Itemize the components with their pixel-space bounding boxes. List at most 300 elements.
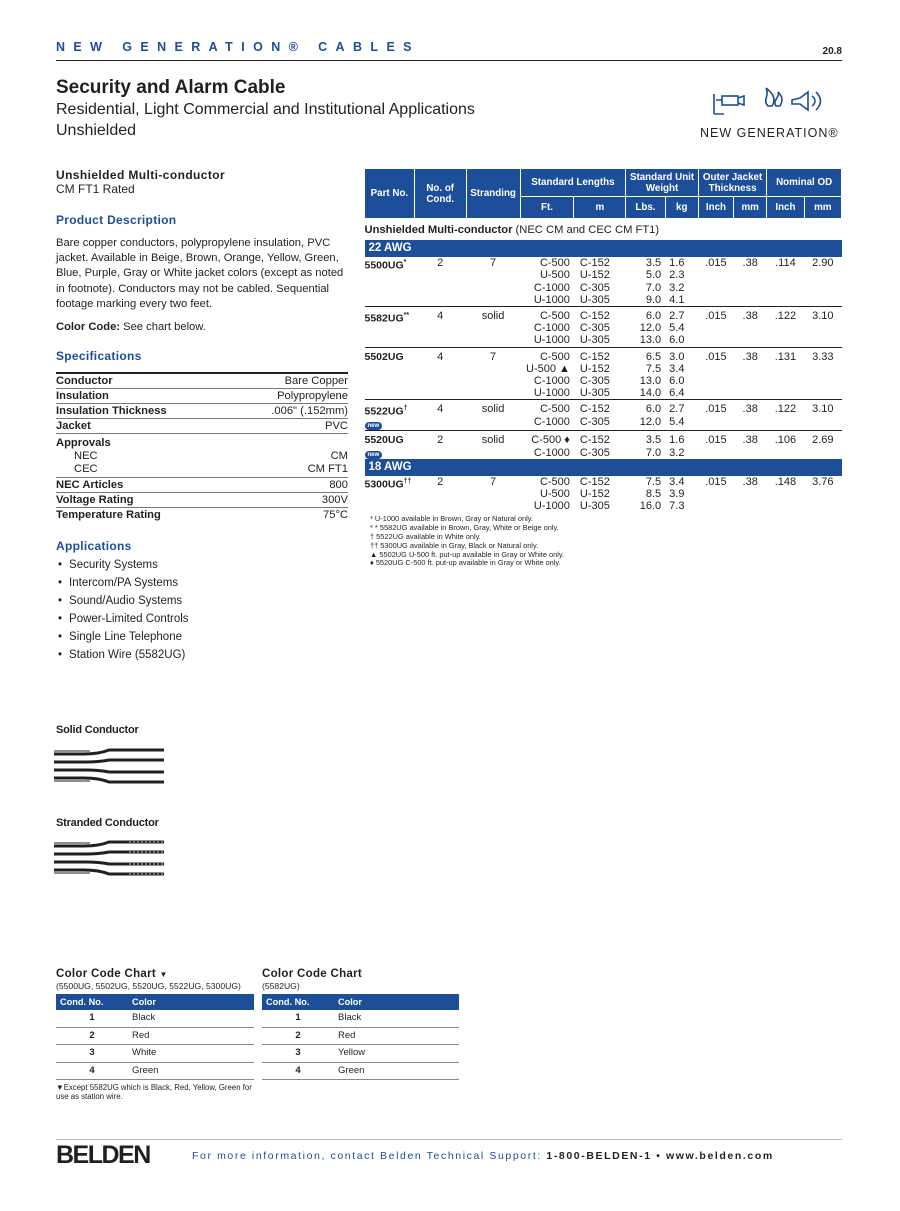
multi-value-cell — [520, 431, 574, 459]
jacket-inch-cell: .015 — [698, 307, 733, 348]
footnote: * * 5582UG available in Brown, Gray, White or Beige only. — [370, 523, 559, 533]
od-mm-cell: 3.10 — [804, 400, 841, 431]
cell-line: 3.4 — [669, 362, 685, 375]
color-code-note — [56, 320, 348, 335]
section-title-cell — [365, 219, 842, 241]
od-inch-cell: .114 — [775, 257, 796, 270]
cell-line: C-500 ♦ — [531, 434, 570, 447]
section-title: Unshielded Multi-conductor — [364, 224, 513, 236]
awg-row — [365, 240, 842, 257]
color-cell: Yellow — [334, 1045, 459, 1063]
od-inch-cell: .122 — [767, 307, 804, 348]
jacket-inch-cell: .015 — [705, 257, 727, 270]
multi-value-cell — [665, 400, 698, 431]
cell-line: U-305 — [579, 293, 610, 306]
cell-line: U-1000 — [533, 334, 570, 347]
cell-line: 8.5 — [645, 487, 662, 500]
multi-value-cell — [665, 431, 698, 459]
approval-nec-key: NEC — [74, 450, 98, 463]
table-row — [365, 257, 842, 306]
col-od-inch: Inch — [767, 197, 804, 219]
cell-line: 12.0 — [639, 415, 662, 428]
logo-icons — [700, 86, 850, 120]
cond-cell: 2 — [437, 257, 444, 270]
spec-row-jacket — [56, 419, 348, 434]
page-title: Security and Alarm Cable — [56, 77, 286, 98]
spec-row-conductor — [56, 373, 348, 389]
new-badge: new — [365, 451, 383, 459]
spec-key: Insulation Thickness — [56, 405, 167, 418]
color-table-row — [262, 1027, 459, 1045]
cell-line: C-152 — [579, 257, 610, 270]
spec-value: 75°C — [323, 509, 348, 522]
col-color: Color — [128, 994, 254, 1010]
multi-value-cell — [574, 431, 626, 459]
color-table-row — [262, 1045, 459, 1063]
col-std-lengths: Standard Lengths — [520, 169, 626, 197]
cell-line: 7.5 — [645, 362, 662, 375]
multi-value-cell — [626, 307, 665, 348]
jacket-inch-cell: .015 — [698, 347, 733, 400]
col-ft: Ft. — [520, 197, 574, 219]
color-code-label: Color Code: — [56, 321, 121, 334]
spec-key: Jacket — [56, 420, 91, 433]
color-table-row — [56, 1010, 254, 1027]
col-jacket-mm: mm — [734, 197, 767, 219]
stranding-cell: 7 — [490, 475, 497, 488]
jacket-mm-cell: .38 — [734, 347, 767, 400]
application-item: • Single Line Telephone — [56, 628, 348, 646]
cond-no-cell: 1 — [56, 1010, 128, 1027]
footnote: ♦ 5520UG C-500 ft. put-up available in Gray or White only. — [370, 558, 561, 568]
cond-no-cell: 4 — [262, 1062, 334, 1080]
color-code-text: See chart below. — [123, 321, 206, 334]
color-cell: Green — [334, 1062, 459, 1080]
section-note: (NEC CM and CEC CM FT1) — [515, 224, 660, 236]
cell-line: C-152 — [579, 310, 610, 323]
cell-line: C-1000 — [533, 446, 570, 459]
color-chart-title — [56, 968, 254, 980]
camera-icon — [722, 96, 738, 105]
speaker-icon — [792, 92, 808, 110]
cond-cell: 4 — [414, 347, 466, 400]
jacket-inch-cell: .015 — [698, 431, 733, 459]
col-jacket-inch: Inch — [698, 197, 733, 219]
color-table-body — [56, 1010, 254, 1080]
cell-line: C-152 — [579, 475, 610, 488]
col-lbs: Lbs. — [626, 197, 665, 219]
jacket-mm-cell: .38 — [742, 257, 758, 270]
description-heading: Product Description — [56, 213, 177, 227]
part-number-cell — [365, 476, 415, 513]
color-table-body — [262, 1010, 459, 1080]
table-row — [365, 307, 842, 348]
spec-key: Insulation — [56, 390, 109, 403]
stranding-cell: solid — [466, 307, 520, 348]
spec-key: Approvals — [56, 437, 111, 450]
color-chart-title: Color Code Chart — [262, 968, 362, 980]
cell-line: C-500 — [539, 350, 570, 363]
multi-value-cell — [520, 476, 574, 513]
multi-value-cell — [665, 476, 698, 513]
col-cond-no: Cond. No. — [262, 994, 334, 1010]
stranded-conductor-label: Stranded Conductor — [56, 817, 159, 829]
part-footnote-mark: * — [403, 259, 407, 267]
table-header-row — [365, 169, 842, 197]
od-mm-cell: 2.90 — [812, 257, 834, 270]
cell-line: 6.0 — [669, 375, 685, 388]
cell-line: U-500 ▲ — [526, 362, 570, 375]
color-table-row — [56, 1062, 254, 1080]
cell-line: U-1000 — [533, 500, 570, 513]
stranded-conductor-illustration — [54, 838, 170, 878]
color-cell: Red — [128, 1027, 254, 1045]
spec-value: .006" (.152mm) — [271, 405, 348, 418]
cond-cell: 4 — [414, 307, 466, 348]
cell-line: 13.0 — [639, 334, 662, 347]
col-kg: kg — [665, 197, 698, 219]
subtitle-line-2: Unshielded — [56, 122, 137, 139]
specifications-table — [56, 372, 348, 522]
product-rating: CM FT1 Rated — [56, 182, 135, 196]
od-mm-cell: 3.10 — [804, 307, 841, 348]
cell-line: 1.6 — [669, 257, 685, 270]
spec-row-thickness — [56, 404, 348, 419]
footnote: † 5522UG available in White only. — [370, 531, 481, 541]
cell-line: C-1000 — [533, 375, 570, 388]
multi-value-cell — [626, 431, 665, 459]
cell-line: 5.4 — [669, 322, 685, 335]
product-heading: Unshielded Multi-conductor — [56, 168, 226, 182]
approval-nec-value: CM — [330, 450, 348, 463]
jacket-mm-cell: .38 — [734, 400, 767, 431]
cond-no-cell: 2 — [56, 1027, 128, 1045]
jacket-inch-cell: .015 — [705, 475, 727, 488]
multi-value-cell — [520, 400, 574, 431]
cond-cell: 4 — [414, 400, 466, 431]
spec-value: Polypropylene — [277, 390, 348, 403]
awg-label: 18 AWG — [365, 459, 842, 476]
od-mm-cell: 3.76 — [812, 475, 834, 488]
od-inch-cell: .122 — [767, 400, 804, 431]
jacket-inch-cell: .015 — [698, 400, 733, 431]
spec-row-insulation — [56, 389, 348, 404]
cell-line: U-152 — [579, 487, 610, 500]
footer-website[interactable]: www.belden.com — [666, 1150, 774, 1162]
cell-line: U-305 — [579, 387, 610, 400]
multi-value-cell — [574, 476, 626, 513]
footnote: †† 5300UG available in Gray, Black or Natural only. — [370, 540, 539, 550]
cell-line: C-500 — [539, 475, 570, 488]
multi-value-cell — [574, 257, 626, 306]
cell-line: C-1000 — [533, 322, 570, 335]
cell-line: 5.0 — [645, 269, 662, 282]
spec-value: 800 — [329, 479, 348, 492]
cell-line: 4.1 — [669, 293, 685, 306]
cell-line: C-305 — [579, 322, 610, 335]
spec-row-temperature — [56, 508, 348, 523]
part-number-cell — [365, 257, 415, 306]
new-badge: new — [365, 422, 383, 430]
cell-line: 3.0 — [669, 350, 685, 363]
cell-line: 16.0 — [639, 500, 662, 513]
part-footnote-mark: †† — [403, 477, 412, 485]
spec-row-nec-articles — [56, 478, 348, 493]
cell-line: 12.0 — [639, 322, 662, 335]
color-table-header — [56, 994, 254, 1010]
stranding-cell: 7 — [490, 257, 497, 270]
multi-value-cell — [574, 307, 626, 348]
col-m: m — [574, 197, 626, 219]
cell-line: C-500 — [539, 310, 570, 323]
col-stranding: Stranding — [466, 169, 520, 219]
multi-value-cell — [520, 257, 574, 306]
cell-line: 3.5 — [645, 257, 662, 270]
application-item: • Intercom/PA Systems — [56, 574, 348, 592]
part-number-cell — [365, 431, 415, 459]
table-row — [365, 347, 842, 400]
multi-value-cell — [626, 257, 665, 306]
belden-logo: BELDEN — [56, 1141, 150, 1169]
multi-value-cell — [626, 347, 665, 400]
top-rule — [56, 60, 842, 61]
color-chart-mark: ▼ — [159, 970, 168, 979]
cell-line: U-305 — [579, 500, 610, 513]
cell-line: 3.5 — [645, 434, 662, 447]
cell-line: 7.3 — [669, 500, 685, 513]
cell-line: 2.3 — [669, 269, 685, 282]
cell-line: 3.4 — [669, 475, 685, 488]
cell-line: 6.4 — [669, 387, 685, 400]
spec-row-approvals — [56, 434, 348, 478]
cell-line: C-152 — [579, 403, 610, 416]
approvals-values — [228, 434, 348, 478]
cell-line: U-152 — [579, 269, 610, 282]
section-row — [365, 219, 842, 241]
approval-cec-value: CM FT1 — [307, 463, 348, 476]
multi-value-cell — [665, 347, 698, 400]
spec-key: NEC Articles — [56, 479, 124, 492]
footer-rule — [56, 1139, 842, 1140]
awg-row — [365, 459, 842, 476]
product-table-section — [364, 168, 842, 568]
cond-no-cell: 1 — [262, 1010, 334, 1027]
part-number: 5520UG — [364, 434, 404, 447]
cell-line: 6.0 — [645, 310, 662, 323]
table-row — [365, 431, 842, 459]
color-cell: Black — [334, 1010, 459, 1027]
applications-list — [56, 556, 348, 664]
application-item: • Sound/Audio Systems — [56, 592, 348, 610]
spec-row-voltage — [56, 493, 348, 508]
stranding-cell: solid — [466, 400, 520, 431]
part-number: 5502UG — [364, 350, 404, 363]
color-chart-subtitle: (5500UG, 5502UG, 5520UG, 5522UG, 5300UG) — [56, 981, 241, 991]
color-table-row — [262, 1062, 459, 1080]
od-inch-cell: .148 — [774, 475, 797, 488]
footer-text: For more information, contact Belden Technical Support: — [192, 1150, 542, 1162]
cell-line: 3.9 — [669, 487, 685, 500]
spec-key: Temperature Rating — [56, 509, 161, 522]
cell-line: 7.0 — [645, 446, 662, 459]
multi-value-cell — [626, 400, 665, 431]
cell-line: U-152 — [579, 362, 610, 375]
cell-line: C-1000 — [533, 415, 570, 428]
col-od-mm: mm — [804, 197, 841, 219]
footer-separator: • — [656, 1150, 662, 1162]
cell-line: C-305 — [579, 375, 610, 388]
approval-cec-key: CEC — [74, 463, 98, 476]
cell-line: C-500 — [539, 403, 570, 416]
part-footnote-mark: ** — [403, 312, 410, 320]
cell-line: C-1000 — [533, 281, 570, 294]
cell-line: U-500 — [539, 269, 570, 282]
cell-line: 7.0 — [645, 281, 662, 294]
color-code-table-1 — [56, 994, 254, 1080]
col-cond-no: Cond. No. — [56, 994, 128, 1010]
series-header: NEW GENERATION® CABLES — [56, 40, 420, 54]
table-row — [365, 400, 842, 431]
spec-key: Voltage Rating — [56, 494, 134, 507]
multi-value-cell — [574, 400, 626, 431]
multi-value-cell — [626, 476, 665, 513]
product-description: Bare copper conductors, polypropylene insulation, PVC jacket. Available in Beige, Brown, Orange, Yellow, Green, Blue, Purple, Gray or White jacket colors (except as noted in footnote). Conductors may not be cabled. Sequential footage marking every two feet. — [56, 237, 344, 310]
color-table-row — [56, 1027, 254, 1045]
logo-text: NEW GENERATION® — [700, 126, 839, 140]
left-column — [56, 168, 348, 664]
cell-line: 3.2 — [669, 446, 685, 459]
application-item: • Security Systems — [56, 556, 348, 574]
solid-conductor-illustration — [54, 746, 170, 786]
jacket-mm-cell: .38 — [734, 431, 767, 459]
color-code-chart-1 — [56, 968, 254, 1101]
application-item: • Station Wire (5582UG) — [56, 646, 348, 664]
multi-value-cell — [665, 307, 698, 348]
page-subtitle — [56, 99, 475, 141]
color-table-header — [262, 994, 459, 1010]
od-mm-cell: 2.69 — [804, 431, 841, 459]
cell-line: U-305 — [579, 334, 610, 347]
color-cell: Green — [128, 1062, 254, 1080]
new-generation-logo — [700, 86, 850, 140]
color-cell: Black — [128, 1010, 254, 1027]
applications-heading: Applications — [56, 539, 132, 554]
cell-line: 7.5 — [645, 475, 662, 488]
cell-line: 6.5 — [645, 350, 662, 363]
application-item: • Power-Limited Controls — [56, 610, 348, 628]
multi-value-cell — [520, 307, 574, 348]
cell-line: C-305 — [579, 281, 610, 294]
cell-line: U-1000 — [533, 293, 570, 306]
footnote: ▲ 5502UG U-500 ft. put-up available in Gray or White only. — [370, 549, 565, 559]
table-row — [365, 476, 842, 513]
cond-no-cell: 4 — [56, 1062, 128, 1080]
color-cell: White — [128, 1045, 254, 1063]
spec-value: Bare Copper — [284, 375, 348, 388]
cell-line: 9.0 — [645, 293, 662, 306]
footnote: * U-1000 available in Brown, Gray or Natural only. — [370, 514, 533, 524]
col-od: Nominal OD — [767, 169, 842, 197]
cell-line: C-500 — [539, 257, 570, 270]
cell-line: C-152 — [579, 350, 610, 363]
cell-line: U-1000 — [533, 387, 570, 400]
cell-line: 5.4 — [669, 415, 685, 428]
color-cell: Red — [334, 1027, 459, 1045]
col-std-weight: Standard Unit Weight — [626, 169, 699, 197]
col-part: Part No. — [365, 169, 415, 219]
color-code-chart-2 — [262, 968, 459, 1080]
cond-no-cell: 3 — [262, 1045, 334, 1063]
page-number: 20.8 — [822, 46, 842, 57]
cell-line: C-305 — [579, 446, 610, 459]
footer-phone[interactable]: 1-800-BELDEN-1 — [546, 1150, 652, 1162]
color-chart-footnote: ▼Except 5582UG which is Black, Red, Yellow, Green for use as station wire. — [56, 1083, 252, 1101]
jacket-mm-cell: .38 — [734, 307, 767, 348]
cell-line: 14.0 — [639, 387, 662, 400]
spec-value: PVC — [324, 420, 348, 433]
color-chart-subtitle: (5582UG) — [262, 981, 300, 991]
multi-value-cell — [665, 257, 698, 306]
product-table — [364, 168, 842, 512]
subtitle-line-1: Residential, Light Commercial and Institutional Applications — [56, 101, 475, 118]
jacket-mm-cell: .38 — [742, 475, 758, 488]
cell-line: 2.7 — [669, 403, 685, 416]
color-code-table-2 — [262, 994, 459, 1080]
table-footnotes — [364, 515, 842, 568]
cell-line: 1.6 — [669, 434, 685, 447]
cond-cell: 2 — [414, 431, 466, 459]
part-number: 5522UG — [364, 405, 404, 418]
approvals-cell — [56, 434, 228, 478]
part-number: 5300UG — [364, 478, 404, 491]
cell-line: C-152 — [579, 434, 610, 447]
cond-cell: 2 — [437, 475, 444, 488]
cell-line: 3.2 — [669, 281, 685, 294]
color-chart-title-text: Color Code Chart — [56, 968, 156, 980]
col-cond: No. of Cond. — [414, 169, 466, 219]
col-color: Color — [334, 994, 459, 1010]
cond-no-cell: 2 — [262, 1027, 334, 1045]
awg-label: 22 AWG — [365, 240, 842, 257]
od-inch-cell: .131 — [767, 347, 804, 400]
part-number-cell — [365, 347, 415, 400]
cell-line: U-500 — [539, 487, 570, 500]
spec-key: Conductor — [56, 375, 113, 388]
cell-line: 2.7 — [669, 310, 685, 323]
cell-line: 6.0 — [669, 334, 685, 347]
footer-contact — [192, 1150, 774, 1162]
cell-line: 13.0 — [639, 375, 662, 388]
spec-value: 300V — [321, 494, 348, 507]
multi-value-cell — [574, 347, 626, 400]
stranding-cell: solid — [466, 431, 520, 459]
cond-no-cell: 3 — [56, 1045, 128, 1063]
stranding-cell: 7 — [466, 347, 520, 400]
part-number: 5500UG — [364, 259, 404, 272]
col-jacket: Outer Jacket Thickness — [698, 169, 766, 197]
od-inch-cell: .106 — [767, 431, 804, 459]
color-table-row — [262, 1010, 459, 1027]
od-mm-cell: 3.33 — [804, 347, 841, 400]
part-number-cell — [365, 307, 415, 348]
specifications-heading: Specifications — [56, 349, 142, 364]
product-table-body — [365, 219, 842, 513]
part-number-cell — [365, 400, 415, 431]
flame-icon — [766, 88, 774, 106]
multi-value-cell — [520, 347, 574, 400]
part-footnote-mark: † — [403, 405, 408, 413]
cell-line: 6.0 — [645, 403, 662, 416]
